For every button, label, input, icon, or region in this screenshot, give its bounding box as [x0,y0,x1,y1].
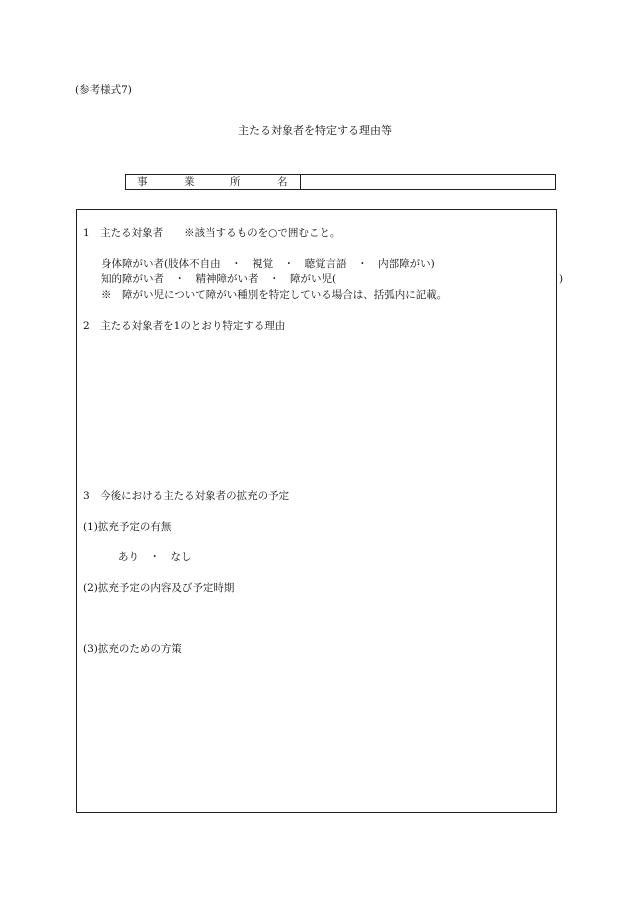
office-name-label [126,175,301,189]
form-number: (参考様式7) [75,84,132,96]
office-name-field[interactable] [302,175,555,189]
office-name-row [125,174,556,190]
section3-sub2: (2)拡充予定の内容及び予定時期 [83,582,235,594]
section3-sub1: (1)拡充予定の有無 [83,521,172,533]
section1-physical-line: 身体障がい者(肢体不自由 ・ 視覚 ・ 聴覚言語 ・ 内部障がい) [101,258,435,270]
office-label-char: 事 [137,176,148,188]
section1-note: ※ 障がい児について障がい種別を特定している場合は、括弧内に記載。 [101,289,448,301]
section3-heading: 3 今後における主たる対象者の拡充の予定 [83,490,290,502]
section1-heading: 1 主たる対象者 ※該当するものを○で囲むこと。 [83,227,341,239]
office-label-char: 業 [184,176,195,188]
page-title: 主たる対象者を特定する理由等 [238,124,392,137]
main-form-box [76,209,564,813]
section3-sub3: (3)拡充のための方策 [83,643,182,655]
section1-bracket-close: ) [559,273,564,285]
office-label-char: 所 [230,176,241,188]
office-label-char: 名 [277,176,288,188]
section1-intellectual-line: 知的障がい者 ・ 精神障がい者 ・ 障がい児( [101,273,337,285]
section3-sub1-choices: あり ・ なし [118,551,192,563]
section2-heading: 2 主たる対象者を1のとおり特定する理由 [83,320,286,332]
